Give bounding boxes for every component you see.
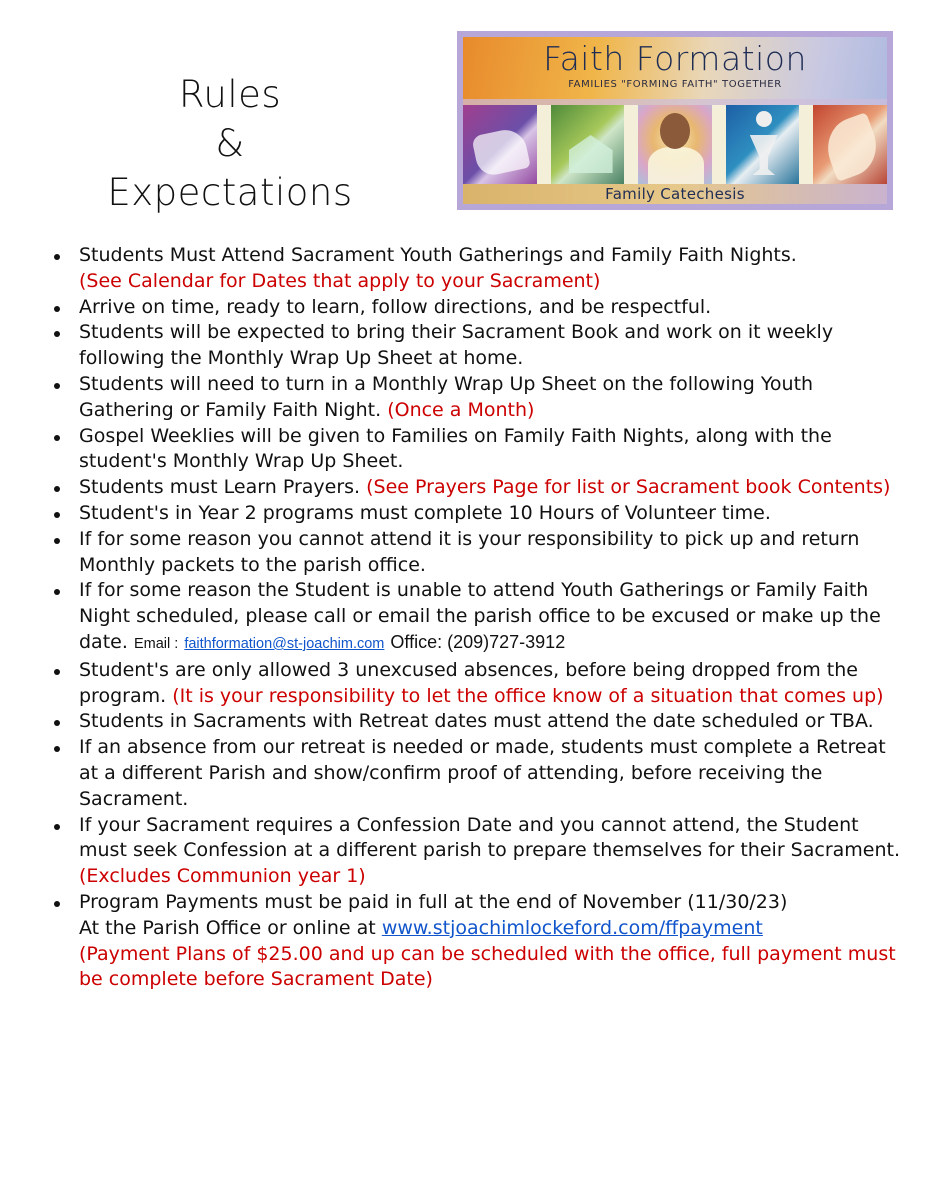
rules-list bbox=[50, 243, 900, 993]
rule-item: Students Must Attend Sacrament Youth Gatherings and Family Faith Nights. (See Calendar for Dates that apply to your Sacrament) bbox=[50, 243, 900, 295]
title-line-expectations: Expectations bbox=[107, 171, 353, 214]
rule-note: (Payment Plans of $25.00 and up can be scheduled with the office, full payment must be complete before Sacrament Date) bbox=[79, 942, 896, 991]
title-line-ampersand: & bbox=[215, 122, 245, 165]
faith-formation-banner bbox=[457, 31, 893, 210]
rule-note: (Once a Month) bbox=[387, 398, 535, 421]
rule-item: If for some reason you cannot attend it is your responsibility to pick up and return Monthly packets to the parish office. bbox=[50, 527, 900, 579]
banner-title: Faith Formation bbox=[543, 39, 807, 78]
dove-icon bbox=[813, 105, 887, 189]
banner-subtitle: FAMILIES "FORMING FAITH" TOGETHER bbox=[568, 79, 782, 90]
page-title bbox=[95, 70, 365, 217]
rule-note: (See Calendar for Dates that apply to your Sacrament) bbox=[79, 269, 601, 292]
rule-note: (It is your responsibility to let the office know of a situation that comes up) bbox=[172, 684, 884, 707]
banner-footer-text: Family Catechesis bbox=[605, 185, 745, 203]
payment-link[interactable]: www.stjoachimlockeford.com/ffpayment bbox=[381, 916, 763, 939]
rule-item: If your Sacrament requires a Confession Date and you cannot attend, the Student must seek Confession at a different parish to prepare themselves for their Sacrament. (Excludes Communion year 1) bbox=[50, 813, 900, 890]
sacrament-panels bbox=[463, 105, 887, 189]
email-label: Email : bbox=[133, 635, 179, 652]
rule-item: Student's are only allowed 3 unexcused absences, before being dropped from the program. (It is your responsibility to let the office know of a situation that comes up) bbox=[50, 658, 900, 710]
rule-item: Gospel Weeklies will be given to Families on Family Faith Nights, along with the student's Monthly Wrap Up Sheet. bbox=[50, 424, 900, 476]
rule-note: (Excludes Communion year 1) bbox=[79, 865, 366, 888]
rule-item: Program Payments must be paid in full at the end of November (11/30/23) At the Parish Office or online at www.stjoachimlockeford.com/ffpayment (Payment Plans of $25.00 and up can be scheduled with the office, full payment must be complete before Sacrament Date) bbox=[50, 890, 900, 993]
baptism-garment-icon bbox=[463, 105, 537, 189]
title-line-rules: Rules bbox=[178, 73, 282, 116]
rule-item: Students must Learn Prayers. (See Prayers Page for list or Sacrament book Contents) bbox=[50, 475, 900, 501]
rule-item: Students in Sacraments with Retreat dates must attend the date scheduled or TBA. bbox=[50, 709, 900, 735]
rule-item: If an absence from our retreat is needed or made, students must complete a Retreat at a different Parish and show/confirm proof of attending, before receiving the Sacrament. bbox=[50, 735, 900, 812]
rule-item: Student's in Year 2 programs must complete 10 Hours of Volunteer time. bbox=[50, 501, 900, 527]
rule-item: Arrive on time, ready to learn, follow directions, and be respectful. bbox=[50, 295, 900, 321]
email-link[interactable]: faithformation@st-joachim.com bbox=[184, 635, 385, 652]
office-phone: Office: (209)727-3912 bbox=[390, 631, 566, 652]
chalice-host-icon bbox=[726, 105, 800, 189]
rule-note: (See Prayers Page for list or Sacrament book Contents) bbox=[366, 476, 891, 499]
rule-item: If for some reason the Student is unable to attend Youth Gatherings or Family Faith Night scheduled, please call or email the parish office to be excused or make up the date. Email : faithformation@st-joachim.com Office: (209)727-3912 bbox=[50, 578, 900, 657]
rule-item: Students will be expected to bring their Sacrament Book and work on it weekly following the Monthly Wrap Up Sheet at home. bbox=[50, 320, 900, 372]
rule-item: Students will need to turn in a Monthly Wrap Up Sheet on the following Youth Gathering or Family Faith Night. (Once a Month) bbox=[50, 372, 900, 424]
banner-footer bbox=[463, 184, 887, 204]
jesus-icon bbox=[638, 105, 712, 189]
church-icon bbox=[551, 105, 625, 189]
